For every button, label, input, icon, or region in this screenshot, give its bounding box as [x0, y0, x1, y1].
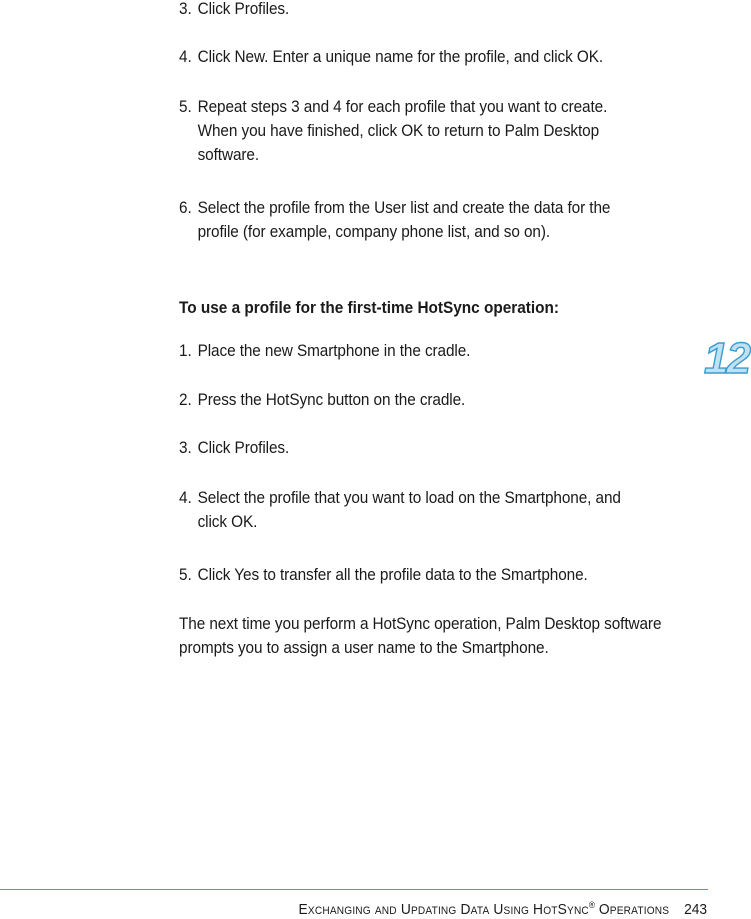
- step-3-top: [179, 0, 644, 21]
- closing-paragraph: The next time you perform a HotSync operation, Palm Desktop software prompts you to assign a user name to the Smartphone.: [179, 615, 662, 657]
- step-text: Click Profiles.: [197, 439, 290, 457]
- step-number: 4.: [179, 489, 192, 507]
- step-number: 5.: [179, 566, 192, 584]
- footer-rule: [0, 889, 708, 890]
- step-text: Select the profile from the User list and create the data for the profile (for example, company phone list, and so on).: [197, 199, 611, 241]
- step-number: 1.: [179, 342, 192, 360]
- step-3-bottom: [179, 436, 644, 460]
- step-text: Click New. Enter a unique name for the profile, and click OK.: [197, 48, 604, 66]
- step-1-bottom: [179, 339, 644, 363]
- step-5-bottom: [179, 563, 644, 587]
- section-heading: To use a profile for the first-time HotSync operation:: [179, 299, 559, 317]
- step-number: 4.: [179, 48, 192, 66]
- page-footer: [298, 896, 707, 919]
- step-text: Repeat steps 3 and 4 for each profile that you want to create. When you have finished, click OK to return to Palm Desktop software.: [197, 98, 608, 164]
- step-2-bottom: [179, 388, 644, 412]
- step-text: Select the profile that you want to load on the Smartphone, and click OK.: [197, 489, 621, 531]
- step-number: 2.: [179, 391, 192, 409]
- page-number: 243: [683, 901, 707, 918]
- step-number: 5.: [179, 98, 192, 116]
- step-4-top: [179, 45, 644, 69]
- step-text: Press the HotSync button on the cradle.: [197, 391, 466, 409]
- step-text: Click Profiles.: [197, 0, 290, 18]
- step-5-top: [179, 95, 644, 167]
- step-6-top: [179, 196, 644, 244]
- registered-mark: ®: [588, 900, 595, 910]
- footer-title-end: Operations: [598, 901, 670, 918]
- step-number: 3.: [179, 439, 192, 457]
- chapter-number: 12: [704, 334, 749, 383]
- step-4-bottom: [179, 486, 644, 534]
- step-text: Place the new Smartphone in the cradle.: [197, 342, 471, 360]
- step-number: 3.: [179, 0, 192, 18]
- step-text: Click Yes to transfer all the profile data to the Smartphone.: [197, 566, 588, 584]
- footer-title: Exchanging and Updating Data Using HotSync: [298, 901, 589, 918]
- step-number: 6.: [179, 199, 192, 217]
